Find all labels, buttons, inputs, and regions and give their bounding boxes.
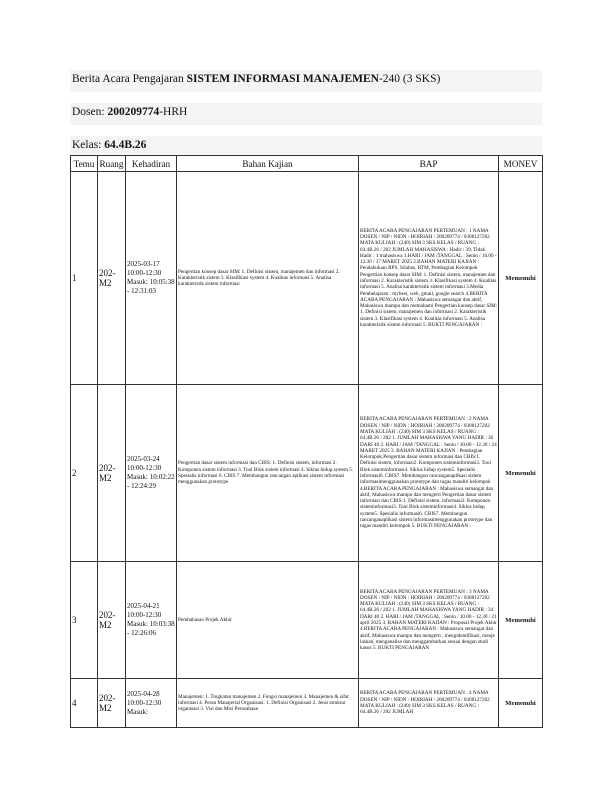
course-suffix: -240 (3 SKS) xyxy=(378,73,441,85)
cell-temu: 2 xyxy=(71,385,98,562)
bap-table xyxy=(70,155,543,728)
cell-ruang: 202-M2 xyxy=(98,679,126,728)
bap-text: BERITA ACARA PENGAJARAN PERTEMUAN : 2 NAMA DOSEN / NIP / NIDN : HOIRIAH / 200209774 / 0308127202 MATA KULIAH : (240) SIM 3 SKS KELAS / RUANG : 64.4B.26 / 202 1. JUMLAH MAHASISWA YANG HADIR : 36 DARI 40 2. HARI / JAM /TANGGAL : Senin / 10.00 - 12.30 / 24 MARET 2025 3. BAHAN MATERI KAJIAN : Pembagian Kelompok,Pengertian dasar sistem informasi dan CBIS:1. Definisi sistem, informasi2. Komponen sisteminformasi3. Tool Blok sisteminformasi4. Siklus hidup system5. Spesialis informasi6. CBIS7. Membangun rancanganaplikasi sistem informasimenggunakan prototype dan tugas mandiri kelompok 4.BERITA ACARA PENGAJARAN : Mahasiswa semangat dan aktif, Mahasiswa mampu dan mengerti Pengertian dasar sistem informasi dan CBIS:1. Definisi sistem, informasi2. Komponen sisteminformasi3. Tool Blok sisteminformasi4. Siklus hidup system5. Spesialis informasi6. CBIS7. Membangun rancanganaplikasi sistem informasimenggunakan prototype dan tugas mandiri kelompok 5. BUKTI PENGAJARAN : xyxy=(360,416,497,530)
bap-text: BERITA ACARA PENGAJARAN PERTEMUAN : 3 NAMA DOSEN / NIP / NIDN : HOIRIAH / 200209774 / 0308127202 MATA KULIAH : (240) SIM 3 SKS KELAS / RUANG : 64.4B.26 / 202 1. JUMLAH MAHASISWA YANG HADIR : 34 DARI 40 2. HARI / JAM /TANGGAL : Senin / 10.00 - 12.30 / 21 april 2025 3. BAHAN MATERI KAJIAN : Proposal Projek Akhir 4.BERITA ACARA PENGAJARAN : Mahasiswa semangat dan aktif, Mahasiswa mampu dan mengerti , mengidentifikasi, menje laskan, menganalisa dan menggambarkan sesuai dengan studi kasus 5. BUKTI PENGAJARAN xyxy=(360,588,497,652)
cell-bap xyxy=(359,385,499,562)
bap-text: BERITA ACARA PENGAJARAN PERTEMUAN : 4 NAMA DOSEN / NIP / NIDN : HOIRIAH / 200209774 / 0308127202 MATA KULIAH : (240) SIM 3 SKS KELAS / RUANG : 64.4B.26 / 202 JUMLAH xyxy=(360,690,490,716)
table-row xyxy=(71,385,543,562)
cell-monev: Memenuhi xyxy=(499,562,543,679)
title-prefix: Berita Acara Pengajaran xyxy=(72,73,187,85)
course-name: SISTEM INFORMASI MANAJEMEN xyxy=(186,73,379,85)
course-title-line xyxy=(70,70,542,92)
cell-bahan-kajian: Manajemen: 1. Tingkatan manajemen 2. Fungsi manajemen 3. Manajemen & sifat informasi 4. Peran Manajerial Organisasi: 1. Definisi Organisasi 2. Jenis struktur organisasi 3. Visi dan Misi Perusahaan xyxy=(177,679,359,728)
cell-bap xyxy=(359,562,499,679)
cell-temu: 3 xyxy=(71,562,98,679)
cell-monev: Memenuhi xyxy=(499,385,543,562)
table-header-row xyxy=(71,156,543,172)
bap-text: BERITA ACARA PENGAJARAN PERTEMUAN : 1 NAMA DOSEN / NIP / NIDN : HOIRIAH / 200209774 / 0308127202 MATA KULIAH : (240) SIM 3 SKS KELAS / RUANG : 64.4B.26 / 202 JUMLAH MAHASISWA : Hadir : 39, Tidak Hadir : 1 mahasiswa 1.HARI / JAM /TANGGAL : Senin / 10.00 - 12.30 / 17 MARET 2025 2.BAHAN MATERI KAJIAN : Pendahuluan RPS, Silabus, RTM, Pembagian Kelompok Pengertian konsep dasar SIM: 1. Definisi sistem, manajemen dan informasi 2. Karakteristik sistem 3. Klasifikasi system 4. Kualitas informasi 5. Analisa karakteristik sistem informasi 3.Media Pembelajaran : mybest, web, gmail, google search 4.BERITA ACARA PENGAJARAN : Mahasiswa semangat dan aktif, Mahasiswa mampu dan memahami Pengertian konsep dasar SIM: 1. Definisi sistem, manajemen dan informasi 2. Karakteristik sistem 3. Klasifikasi system 4. Kualitas informasi 5. Analisa karakteristik sistem informasi 5. BUKTI PENGAJARAN : xyxy=(360,227,497,329)
col-header-temu: Temu xyxy=(71,156,98,172)
cell-ruang: 202-M2 xyxy=(98,172,126,385)
table-row xyxy=(71,172,543,385)
cell-bahan-kajian: Pengertian konsep dasar SIM: 1. Definisi sistem, manajemen dan informasi 2. Karakteristik sistem 3. Klasifikasi system 4. Kualitas informasi 5. Analisa karakteristik sistem informasi xyxy=(177,172,359,385)
cell-bahan-kajian: Pembahasan Projek Akhir xyxy=(177,562,359,679)
cell-kehadiran: 2025-04-21 10:00-12:30 Masuk: 10:03:38 - 12:26:06 xyxy=(126,562,177,679)
col-header-bap: BAP xyxy=(359,156,499,172)
cell-kehadiran: 2025-03-24 10:00-12:30 Masuk: 10:02:22 - 12:24:29 xyxy=(126,385,177,562)
table-row xyxy=(71,679,543,728)
cell-bap xyxy=(359,679,499,728)
dosen-line xyxy=(70,103,542,125)
col-header-bahan-kajian: Bahan Kajian xyxy=(177,156,359,172)
kelas-value: 64.4B.26 xyxy=(104,139,147,151)
cell-bap xyxy=(359,172,499,385)
cell-bahan-kajian: Pengertian dasar sistem informasi dan CBIS: 1. Definisi sistem, informasi 2. Komponen sistem informasi 3. Tool Blok sistem informasi 4. Siklus hidup system 5. Spesialis informasi 6. CBIS 7. Membangun rancangan aplikasi sistem informasi menggunakan prototype xyxy=(177,385,359,562)
cell-ruang: 202-M2 xyxy=(98,562,126,679)
col-header-kehadiran: Kehadiran xyxy=(126,156,177,172)
cell-temu: 4 xyxy=(71,679,98,728)
col-header-ruang: Ruang xyxy=(98,156,126,172)
cell-monev: Memenuhi xyxy=(499,172,543,385)
dosen-label: Dosen: xyxy=(72,106,108,118)
table-row xyxy=(71,562,543,679)
dosen-suffix: -HRH xyxy=(159,106,188,118)
kelas-label: Kelas: xyxy=(72,139,105,151)
col-header-monev: MONEV xyxy=(499,156,543,172)
cell-kehadiran: 2025-04-28 10:00-12:30 Masuk: xyxy=(126,679,177,728)
cell-ruang: 202-M2 xyxy=(98,385,126,562)
cell-monev: Memenuhi xyxy=(499,679,543,728)
cell-temu: 1 xyxy=(71,172,98,385)
dosen-id: 200209774 xyxy=(107,106,160,118)
cell-kehadiran: 2025-03-17 10:00-12:30 Masuk: 10:05:38 - 12:31:03 xyxy=(126,172,177,385)
